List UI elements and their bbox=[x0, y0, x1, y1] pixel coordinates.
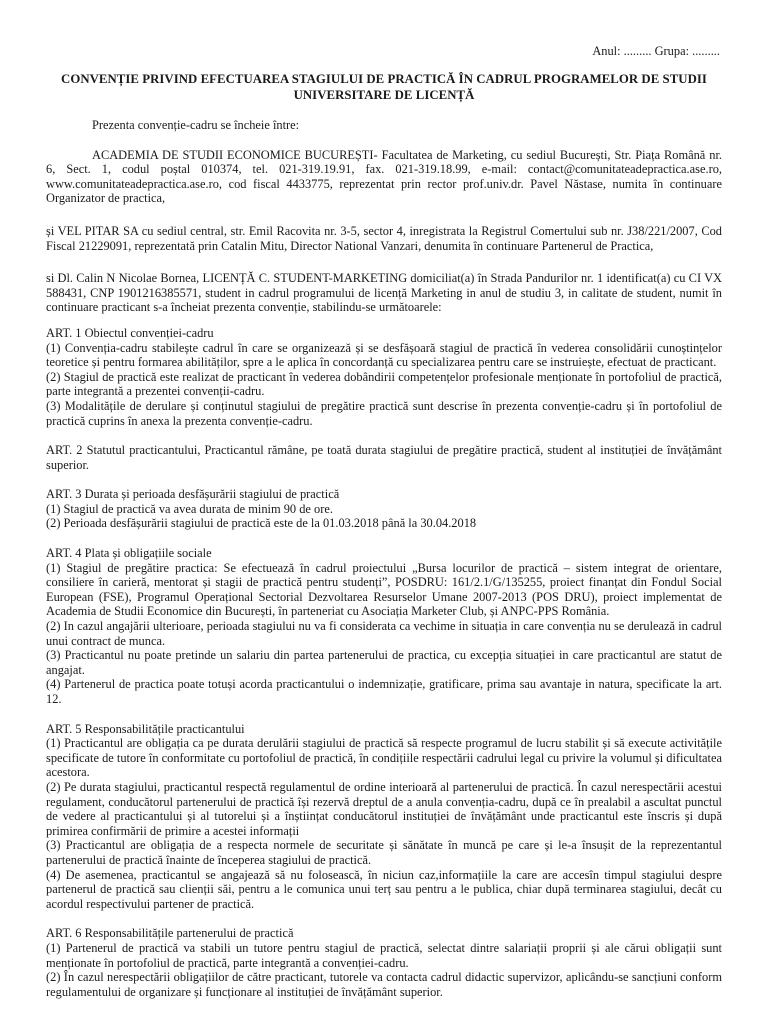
party-organizer: ACADEMIA DE STUDII ECONOMICE BUCUREȘTI- Facultatea de Marketing, cu sediul București, Str. Piața Română nr. 6, Sect. 1, codul poștal 010374, tel. 021-319.19.91, fax. 021-319.18.99, e-mail: contact@comunitateadepractica.ase.ro, www.comunitateadepractica.ase.ro, cod fiscal 4433775, reprezentat prin rector prof.univ.dr. Pavel Năstase, numita în continuare Organizator de practica, bbox=[46, 147, 722, 206]
article-5-paragraph: (1) Practicantul are obligația ca pe durata derulării stagiului de practică să respecte programul de lucru stabilit și să execute activitățile specificate de tutore în conformitate cu portofoliul de practică, în condițiile respectării cadrului legal cu privire la volumul și dificultatea acestora. bbox=[46, 736, 722, 780]
article-5-paragraph: (2) Pe durata stagiului, practicantul respectă regulamentul de ordine interioară al partenerului de practică. În cazul nerespectării acestui regulament, conducătorul partenerului de practică își rezervă dreptul de a anula convenția-cadru, după ce în prealabil a ascultat punctul de vedere al practicantului și al tutorelui și a înștiințat conducătorul instituției de învățământ unde practicantul este înscris și după primirea confirmării de primire a acestei informații bbox=[46, 779, 722, 838]
article-2-paragraph: ART. 2 Statutul practicantului, Practicantul rămâne, pe toată durata stagiului de pregătire practică, student al instituției de învățământ superior. bbox=[46, 443, 722, 472]
article-3-paragraph: (2) Perioada desfășurării stagiului de practică este de la 01.03.2018 până la 30.04.2018 bbox=[46, 516, 477, 531]
article-6-paragraph: (2) În cazul nerespectării obligațiilor de către practicant, tutorele va contacta cadrul didactic supervizor, aplicându-se sancțiuni conform regulamentului de organizare și funcționare al instituției de învățământ superior. bbox=[46, 970, 722, 999]
article-5-paragraph: (3) Practicantul are obligația de a respecta normele de securitate și sănătate în muncă pe care și le-a însușit de la reprezentantul partenerului de practică înainte de începerea stagiului de practică. bbox=[46, 838, 722, 867]
article-6-paragraph: (1) Partenerul de practică va stabili un tutore pentru stagiul de practică, selectat dintre salariații proprii și ale cărui obligații sunt menționate în portofoliul de practică, parte integrantă a convenției-cadru. bbox=[46, 940, 722, 970]
party-student: si Dl. Calin N Nicolae Bornea, LICENȚĂ C. STUDENT-MARKETING domiciliat(a) în Strada Pandurilor nr. 1 identificat(a) cu CI VX 588431, CNP 1901216385571, student in cadrul programului de licență Marketing in anul de studiu 3, in calitate de student, numit în continuare practicant s-a încheiat prezenta convenție, stabilindu-se următoarele: bbox=[46, 271, 722, 315]
article-5-heading: ART. 5 Responsabilitățile practicantului bbox=[46, 721, 245, 736]
intro-paragraph: Prezenta convenție-cadru se încheie între: bbox=[92, 118, 300, 132]
document-body bbox=[46, 118, 722, 999]
year-group-field: Anul: ......... Grupa: ......... bbox=[592, 44, 720, 58]
article-4-paragraph: (1) Stagiul de pregătire practica: Se efectuează în cadrul proiectului „Bursa locurilor de practică – sistem integrat de orientare, consiliere în carieră, mentorat și stagii de practică pentru studenți”, POSDRU: 161/2.1/G/135255, proiect finanțat din Fondul Social European (FSE), Programul Operațional Sectorial Dezvoltarea Resurselor Umane 2007-2013 (POS DRU), proiect implementat de Academia de Studii Economice din București, în parteneriat cu Asociația Marketer Club, și ANPC-PPS România. bbox=[46, 560, 722, 619]
document-title: CONVENȚIE PRIVIND EFECTUAREA STAGIULUI DE PRACTICĂ ÎN CADRUL PROGRAMELOR DE STUDII UNIVERSITARE DE LICENȚĂ bbox=[61, 72, 707, 102]
article-3-paragraph: (1) Stagiul de practică va avea durata de minim 90 de ore. bbox=[46, 501, 333, 516]
article-4-paragraph: (3) Practicantul nu poate pretinde un salariu din partea partenerului de practica, cu excepția situației in care practicantul are statut de angajat. bbox=[46, 648, 722, 677]
article-4-heading: ART. 4 Plata și obligațiile sociale bbox=[46, 546, 212, 561]
article-3-heading: ART. 3 Durata și perioada desfășurării stagiului de practică bbox=[46, 487, 340, 502]
party-partner: și VEL PITAR SA cu sediul central, str. Emil Racovita nr. 3-5, sector 4, inregistrata la Registrul Comertului sub nr. J38/221/2007, Cod Fiscal 21229091, reprezentată prin Catalin Mitu, Director National Vanzari, denumita în continuare Partenerul de Practica, bbox=[46, 223, 722, 253]
article-5-paragraph: (4) De asemenea, practicantul se angajează să nu folosească, în niciun caz,informațiile la care are accesîn timpul stagiului despre partenerul de practică sau clienții săi, pentru a le comunica unui terț sau pentru a le publica, chiar după terminarea stagiului, decât cu acordul respectivului partener de practică. bbox=[46, 867, 722, 911]
article-1-heading: ART. 1 Obiectul convenției-cadru bbox=[46, 325, 214, 340]
article-4-paragraph: (4) Partenerul de practica poate totuși acorda practicantului o indemnizație, gratificare, prima sau avantaje in natura, specificate la art. 12. bbox=[46, 677, 722, 706]
article-1-paragraph: (3) Modalitățile de derulare și conținutul stagiului de pregătire practică sunt descrise în prezenta convenție-cadru și în portofoliul de practică cuprins în anexa la prezenta convenție-cadru. bbox=[46, 398, 722, 428]
article-4-paragraph: (2) In cazul angajării ulterioare, perioada stagiului nu va fi considerata ca vechime in situația in care convenția nu se derulează in cadrul unui contract de munca. bbox=[46, 619, 722, 648]
article-1-paragraph: (1) Convenția-cadru stabilește cadrul în care se organizează și se desfășoară stagiul de practică în vederea consolidării cunoștințelor teoretice și pentru formarea abilităților, spre a le aplica în concordanță cu specializarea pentru care se instruiește, efectuat de practicant. bbox=[46, 340, 722, 370]
article-1-paragraph: (2) Stagiul de practică este realizat de practicant în vederea dobândirii competențelor profesionale menționate în portofoliul de practică, parte integrantă a prezentei convenții-cadru. bbox=[46, 369, 722, 399]
article-6-heading: ART. 6 Responsabilitățile partenerului de practică bbox=[46, 926, 294, 941]
